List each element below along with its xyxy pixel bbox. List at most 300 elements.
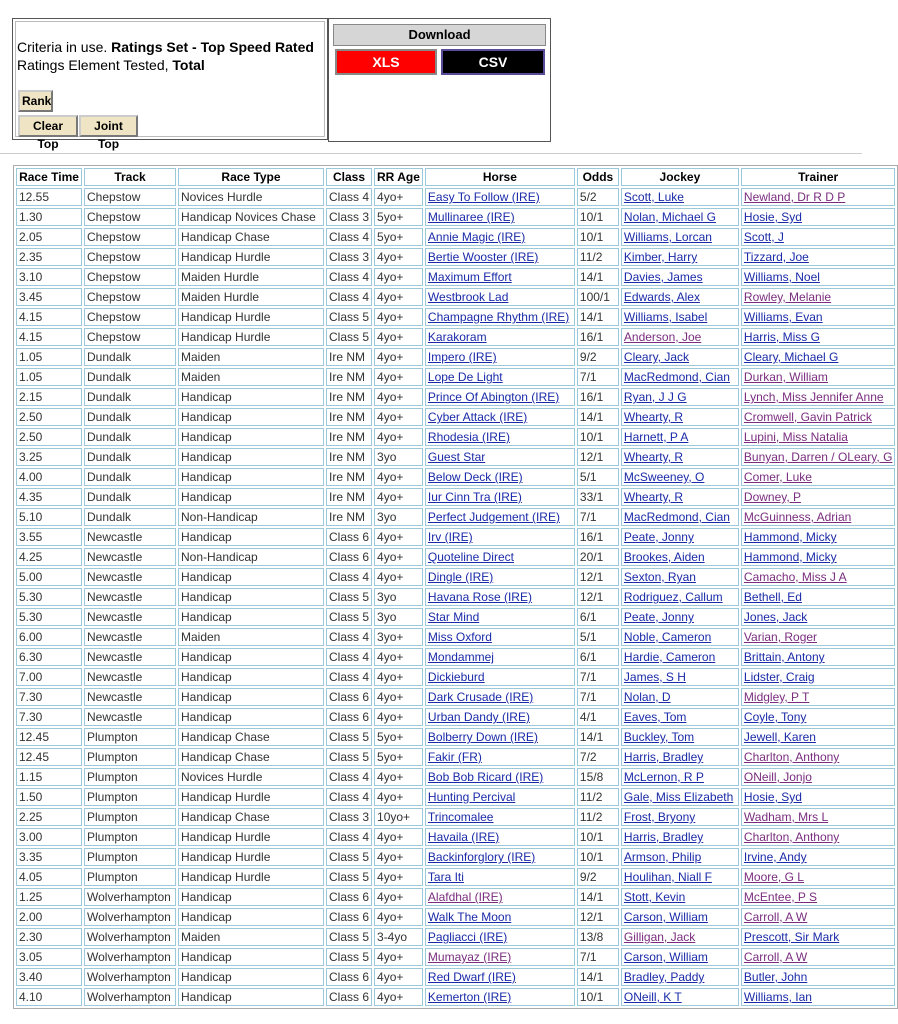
cell-rr-age: 4yo+	[374, 828, 423, 846]
jockey-link[interactable]: Buckley, Tom	[623, 730, 695, 744]
table-row	[16, 588, 895, 606]
cell-track: Newcastle	[84, 628, 176, 646]
cell-trainer	[741, 628, 896, 646]
jockey-link[interactable]: Peate, Jonny	[623, 530, 694, 544]
cell-horse	[425, 748, 575, 766]
jockey-link[interactable]: Gale, Miss Elizabeth	[623, 790, 734, 804]
cell-rr-age: 4yo+	[374, 868, 423, 886]
horse-link[interactable]: Tara Iti	[427, 870, 464, 884]
cell-race-type: Maiden	[178, 628, 324, 646]
jockey-link[interactable]: Harris, Bradley	[623, 830, 704, 844]
horse-link[interactable]: Perfect Judgement (IRE)	[427, 510, 560, 524]
jockey-link[interactable]: Stott, Kevin	[623, 890, 686, 904]
cell-track: Wolverhampton	[84, 908, 176, 926]
cell-race-time: 6.30	[16, 648, 82, 666]
cell-jockey	[621, 208, 739, 226]
table-row	[16, 808, 895, 826]
jockey-link[interactable]: Brookes, Aiden	[623, 550, 705, 564]
trainer-link[interactable]: Bunyan, Darren / OLeary, G	[743, 450, 893, 464]
jockey-link[interactable]: Carson, William	[623, 950, 708, 964]
jockey-link[interactable]: Davies, James	[623, 270, 703, 284]
cell-odds: 12/1	[577, 448, 619, 466]
cell-trainer	[741, 388, 896, 406]
table-row	[16, 948, 895, 966]
cell-trainer	[741, 208, 896, 226]
cell-jockey	[621, 988, 739, 1006]
cell-race-time: 4.35	[16, 488, 82, 506]
jockey-link[interactable]: Eaves, Tom	[623, 710, 687, 724]
jockey-link[interactable]: Whearty, R	[623, 490, 684, 504]
cell-odds: 5/2	[577, 188, 619, 206]
jockey-link[interactable]: Edwards, Alex	[623, 290, 700, 304]
trainer-link[interactable]: Scott, J	[743, 230, 784, 244]
cell-jockey	[621, 848, 739, 866]
horse-link[interactable]: Miss Oxford	[427, 630, 492, 644]
horse-link[interactable]: Walk The Moon	[427, 910, 512, 924]
cell-race-type: Handicap Chase	[178, 808, 324, 826]
jockey-link[interactable]: Carson, William	[623, 910, 708, 924]
cell-track: Wolverhampton	[84, 948, 176, 966]
trainer-link[interactable]: Brittain, Antony	[743, 650, 825, 664]
cell-race-type: Handicap Hurdle	[178, 248, 324, 266]
jockey-link[interactable]: Williams, Lorcan	[623, 230, 712, 244]
cell-rr-age: 4yo+	[374, 668, 423, 686]
jockey-link[interactable]: Nolan, Michael G	[623, 210, 716, 224]
trainer-link[interactable]: Williams, Noel	[743, 270, 820, 284]
cell-horse	[425, 348, 575, 366]
horse-link[interactable]: Backinforglory (IRE)	[427, 850, 536, 864]
jockey-link[interactable]: Sexton, Ryan	[623, 570, 696, 584]
table-row	[16, 608, 895, 626]
horse-link[interactable]: Trincomalee	[427, 810, 494, 824]
cell-race-time: 1.15	[16, 768, 82, 786]
trainer-link[interactable]: Lidster, Craig	[743, 670, 815, 684]
horse-link[interactable]: Mullinaree (IRE)	[427, 210, 515, 224]
trainer-link[interactable]: Newland, Dr R D P	[743, 190, 846, 204]
horse-link[interactable]: Star Mind	[427, 610, 480, 624]
horse-link[interactable]: Dickieburd	[427, 670, 485, 684]
jockey-link[interactable]: Houlihan, Niall F	[623, 870, 712, 884]
cell-rr-age: 4yo+	[374, 428, 423, 446]
trainer-link[interactable]: Varian, Roger	[743, 630, 818, 644]
cell-horse	[425, 728, 575, 746]
cell-class: Class 5	[326, 588, 372, 606]
cell-race-time: 5.10	[16, 508, 82, 526]
cell-odds: 15/8	[577, 768, 619, 786]
horse-link[interactable]: Mondammej	[427, 650, 494, 664]
cell-jockey	[621, 308, 739, 326]
trainer-link[interactable]: Tizzard, Joe	[743, 250, 809, 264]
cell-race-time: 3.55	[16, 528, 82, 546]
cell-horse	[425, 948, 575, 966]
jockey-link[interactable]: Gilligan, Jack	[623, 930, 696, 944]
horse-link[interactable]: Urban Dandy (IRE)	[427, 710, 530, 724]
cell-trainer	[741, 588, 896, 606]
rank-button[interactable]: Rank	[18, 90, 53, 112]
joint-top-button[interactable]: Joint Top	[79, 115, 138, 137]
trainer-link[interactable]: McEntee, P S	[743, 890, 818, 904]
cell-trainer	[741, 728, 896, 746]
cell-trainer	[741, 328, 896, 346]
cell-class: Class 5	[326, 948, 372, 966]
jockey-link[interactable]: Armson, Philip	[623, 850, 702, 864]
cell-race-type: Handicap	[178, 668, 324, 686]
cell-class: Class 3	[326, 208, 372, 226]
clear-top-button[interactable]: Clear Top	[18, 115, 78, 137]
cell-track: Dundalk	[84, 368, 176, 386]
cell-race-type: Maiden Hurdle	[178, 268, 324, 286]
cell-odds: 5/1	[577, 628, 619, 646]
header-track: Track	[84, 168, 176, 186]
horse-link[interactable]: Westbrook Lad	[427, 290, 509, 304]
trainer-link[interactable]: Cleary, Michael G	[743, 350, 839, 364]
trainer-link[interactable]: McGuinness, Adrian	[743, 510, 852, 524]
cell-rr-age: 4yo+	[374, 268, 423, 286]
cell-track: Plumpton	[84, 768, 176, 786]
trainer-link[interactable]: Bethell, Ed	[743, 590, 802, 604]
cell-class: Class 6	[326, 968, 372, 986]
cell-track: Dundalk	[84, 408, 176, 426]
jockey-link[interactable]: Kimber, Harry	[623, 250, 698, 264]
cell-jockey	[621, 348, 739, 366]
cell-horse	[425, 548, 575, 566]
cell-rr-age: 3yo	[374, 448, 423, 466]
horse-link[interactable]: Bolberry Down (IRE)	[427, 730, 538, 744]
cell-trainer	[741, 868, 896, 886]
cell-track: Chepstow	[84, 288, 176, 306]
cell-track: Dundalk	[84, 428, 176, 446]
cell-horse	[425, 268, 575, 286]
jockey-link[interactable]: Bradley, Paddy	[623, 970, 705, 984]
trainer-link[interactable]: Carroll, A W	[743, 950, 808, 964]
jockey-link[interactable]: Williams, Isabel	[623, 310, 708, 324]
download-csv-button[interactable]: CSV	[441, 49, 545, 75]
cell-odds: 16/1	[577, 528, 619, 546]
table-row	[16, 508, 895, 526]
cell-track: Newcastle	[84, 528, 176, 546]
cell-race-type: Novices Hurdle	[178, 768, 324, 786]
trainer-link[interactable]: Carroll, A W	[743, 910, 808, 924]
table-row	[16, 368, 895, 386]
cell-horse	[425, 848, 575, 866]
jockey-link[interactable]: Peate, Jonny	[623, 610, 694, 624]
cell-odds: 16/1	[577, 328, 619, 346]
trainer-link[interactable]: Comer, Luke	[743, 470, 812, 484]
horse-link[interactable]: Easy To Follow (IRE)	[427, 190, 540, 204]
cell-class: Ire NM	[326, 508, 372, 526]
table-row	[16, 248, 895, 266]
cell-horse	[425, 968, 575, 986]
cell-trainer	[741, 448, 896, 466]
trainer-link[interactable]: Camacho, Miss J A	[743, 570, 847, 584]
horse-link[interactable]: Karakoram	[427, 330, 487, 344]
cell-jockey	[621, 828, 739, 846]
cell-race-type: Maiden	[178, 928, 324, 946]
download-xls-button[interactable]: XLS	[335, 49, 437, 75]
header-race-type: Race Type	[178, 168, 324, 186]
trainer-link[interactable]: Jewell, Karen	[743, 730, 816, 744]
horse-link[interactable]: Havaila (IRE)	[427, 830, 500, 844]
cell-jockey	[621, 868, 739, 886]
cell-class: Class 5	[326, 868, 372, 886]
trainer-link[interactable]: Coyle, Tony	[743, 710, 807, 724]
cell-rr-age: 4yo+	[374, 388, 423, 406]
trainer-link[interactable]: ONeill, Jonjo	[743, 770, 812, 784]
jockey-link[interactable]: Harnett, P A	[623, 430, 689, 444]
trainer-link[interactable]: Charlton, Anthony	[743, 750, 840, 764]
table-row	[16, 668, 895, 686]
cell-rr-age: 4yo+	[374, 308, 423, 326]
horse-link[interactable]: Mumayaz (IRE)	[427, 950, 512, 964]
cell-jockey	[621, 808, 739, 826]
cell-race-type: Handicap	[178, 468, 324, 486]
cell-trainer	[741, 668, 896, 686]
section-divider	[0, 153, 862, 154]
horse-link[interactable]: Red Dwarf (IRE)	[427, 970, 516, 984]
cell-race-time: 2.00	[16, 908, 82, 926]
table-header-row	[16, 168, 895, 186]
cell-odds: 7/1	[577, 668, 619, 686]
cell-race-time: 5.00	[16, 568, 82, 586]
horse-link[interactable]: Havana Rose (IRE)	[427, 590, 532, 604]
cell-class: Class 4	[326, 788, 372, 806]
cell-class: Ire NM	[326, 348, 372, 366]
horse-link[interactable]: Alafdhal (IRE)	[427, 890, 503, 904]
horse-link[interactable]: Kemerton (IRE)	[427, 990, 512, 1004]
horse-link[interactable]: Below Deck (IRE)	[427, 470, 523, 484]
horse-link[interactable]: Champagne Rhythm (IRE)	[427, 310, 570, 324]
cell-jockey	[621, 968, 739, 986]
table-row	[16, 208, 895, 226]
cell-trainer	[741, 928, 896, 946]
cell-horse	[425, 388, 575, 406]
trainer-link[interactable]: Lynch, Miss Jennifer Anne	[743, 390, 884, 404]
table-row	[16, 728, 895, 746]
cell-jockey	[621, 708, 739, 726]
table-row	[16, 788, 895, 806]
jockey-link[interactable]: Whearty, R	[623, 410, 684, 424]
cell-jockey	[621, 468, 739, 486]
cell-trainer	[741, 348, 896, 366]
cell-race-time: 7.30	[16, 688, 82, 706]
horse-link[interactable]: Prince Of Abington (IRE)	[427, 390, 560, 404]
jockey-link[interactable]: Whearty, R	[623, 450, 684, 464]
jockey-link[interactable]: ONeill, K T	[623, 990, 682, 1004]
cell-odds: 16/1	[577, 388, 619, 406]
jockey-link[interactable]: McSweeney, O	[623, 470, 705, 484]
cell-track: Chepstow	[84, 228, 176, 246]
horse-link[interactable]: Irv (IRE)	[427, 530, 473, 544]
cell-horse	[425, 628, 575, 646]
cell-track: Newcastle	[84, 648, 176, 666]
cell-track: Newcastle	[84, 668, 176, 686]
cell-horse	[425, 488, 575, 506]
cell-horse	[425, 368, 575, 386]
cell-race-time: 1.05	[16, 348, 82, 366]
cell-horse	[425, 428, 575, 446]
cell-race-type: Handicap	[178, 448, 324, 466]
trainer-link[interactable]: Hosie, Syd	[743, 210, 802, 224]
jockey-link[interactable]: Noble, Cameron	[623, 630, 712, 644]
cell-race-type: Handicap	[178, 568, 324, 586]
cell-odds: 14/1	[577, 308, 619, 326]
cell-trainer	[741, 488, 896, 506]
table-row	[16, 268, 895, 286]
cell-trainer	[741, 908, 896, 926]
cell-horse	[425, 448, 575, 466]
cell-horse	[425, 648, 575, 666]
horse-link[interactable]: Annie Magic (IRE)	[427, 230, 526, 244]
trainer-link[interactable]: Durkan, William	[743, 370, 828, 384]
horse-link[interactable]: Cyber Attack (IRE)	[427, 410, 528, 424]
cell-trainer	[741, 228, 896, 246]
horse-link[interactable]: Quoteline Direct	[427, 550, 514, 564]
cell-rr-age: 4yo+	[374, 528, 423, 546]
cell-horse	[425, 908, 575, 926]
cell-rr-age: 3yo	[374, 608, 423, 626]
cell-jockey	[621, 528, 739, 546]
cell-rr-age: 4yo+	[374, 948, 423, 966]
horse-link[interactable]: Lope De Light	[427, 370, 503, 384]
jockey-link[interactable]: Anderson, Joe	[623, 330, 702, 344]
horse-link[interactable]: Guest Star	[427, 450, 486, 464]
cell-horse	[425, 528, 575, 546]
jockey-link[interactable]: Scott, Luke	[623, 190, 684, 204]
cell-jockey	[621, 248, 739, 266]
jockey-link[interactable]: Cleary, Jack	[623, 350, 690, 364]
cell-rr-age: 4yo+	[374, 288, 423, 306]
ratings-element-value: Total	[172, 57, 205, 73]
cell-odds: 14/1	[577, 968, 619, 986]
horse-link[interactable]: Iur Cinn Tra (IRE)	[427, 490, 522, 504]
cell-rr-age: 10yo+	[374, 808, 423, 826]
cell-trainer	[741, 248, 896, 266]
cell-horse	[425, 508, 575, 526]
cell-horse	[425, 308, 575, 326]
table-row	[16, 888, 895, 906]
cell-trainer	[741, 708, 896, 726]
cell-rr-age: 4yo+	[374, 988, 423, 1006]
cell-race-time: 3.25	[16, 448, 82, 466]
trainer-link[interactable]: Jones, Jack	[743, 610, 808, 624]
horse-link[interactable]: Impero (IRE)	[427, 350, 497, 364]
trainer-link[interactable]: Williams, Ian	[743, 990, 812, 1004]
jockey-link[interactable]: MacRedmond, Cian	[623, 510, 730, 524]
horse-link[interactable]: Dingle (IRE)	[427, 570, 494, 584]
cell-race-type: Handicap Chase	[178, 748, 324, 766]
trainer-link[interactable]: Irvine, Andy	[743, 850, 807, 864]
trainer-link[interactable]: Downey, P	[743, 490, 802, 504]
cell-track: Plumpton	[84, 788, 176, 806]
jockey-link[interactable]: McLernon, R P	[623, 770, 704, 784]
trainer-link[interactable]: Butler, John	[743, 970, 808, 984]
jockey-link[interactable]: Nolan, D	[623, 690, 671, 704]
horse-link[interactable]: Dark Crusade (IRE)	[427, 690, 534, 704]
trainer-link[interactable]: Midgley, P T	[743, 690, 810, 704]
cell-track: Chepstow	[84, 248, 176, 266]
cell-odds: 7/2	[577, 748, 619, 766]
cell-horse	[425, 768, 575, 786]
horse-link[interactable]: Rhodesia (IRE)	[427, 430, 510, 444]
cell-rr-age: 4yo+	[374, 548, 423, 566]
cell-class: Class 6	[326, 908, 372, 926]
jockey-link[interactable]: Frost, Bryony	[623, 810, 696, 824]
cell-race-type: Maiden	[178, 348, 324, 366]
trainer-link[interactable]: Moore, G L	[743, 870, 804, 884]
cell-race-time: 1.50	[16, 788, 82, 806]
table-row	[16, 648, 895, 666]
header-race-time: Race Time	[16, 168, 82, 186]
trainer-link[interactable]: Prescott, Sir Mark	[743, 930, 840, 944]
table-row	[16, 968, 895, 986]
trainer-link[interactable]: Hammond, Micky	[743, 530, 837, 544]
cell-horse	[425, 828, 575, 846]
cell-track: Newcastle	[84, 588, 176, 606]
header-horse: Horse	[425, 168, 575, 186]
cell-odds: 10/1	[577, 848, 619, 866]
cell-race-time: 2.05	[16, 228, 82, 246]
table-row	[16, 548, 895, 566]
horse-link[interactable]: Fakir (FR)	[427, 750, 482, 764]
cell-class: Class 5	[326, 728, 372, 746]
table-row	[16, 228, 895, 246]
table-row	[16, 348, 895, 366]
jockey-link[interactable]: Rodriguez, Callum	[623, 590, 723, 604]
trainer-link[interactable]: Hosie, Syd	[743, 790, 802, 804]
cell-class: Class 4	[326, 228, 372, 246]
cell-race-time: 4.00	[16, 468, 82, 486]
cell-horse	[425, 208, 575, 226]
cell-class: Ire NM	[326, 388, 372, 406]
table-row	[16, 688, 895, 706]
table-row	[16, 288, 895, 306]
horse-link[interactable]: Maximum Effort	[427, 270, 512, 284]
cell-trainer	[741, 968, 896, 986]
cell-trainer	[741, 848, 896, 866]
jockey-link[interactable]: MacRedmond, Cian	[623, 370, 730, 384]
jockey-link[interactable]: James, S H	[623, 670, 686, 684]
cell-odds: 7/1	[577, 368, 619, 386]
jockey-link[interactable]: Harris, Bradley	[623, 750, 704, 764]
cell-class: Ire NM	[326, 428, 372, 446]
cell-class: Ire NM	[326, 408, 372, 426]
horse-link[interactable]: Hunting Percival	[427, 790, 516, 804]
cell-horse	[425, 988, 575, 1006]
jockey-link[interactable]: Hardie, Cameron	[623, 650, 716, 664]
cell-odds: 11/2	[577, 788, 619, 806]
jockey-link[interactable]: Ryan, J J G	[623, 390, 687, 404]
horse-link[interactable]: Bob Bob Ricard (IRE)	[427, 770, 544, 784]
trainer-link[interactable]: Harris, Miss G	[743, 330, 820, 344]
trainer-link[interactable]: Wadham, Mrs L	[743, 810, 829, 824]
cell-horse	[425, 928, 575, 946]
trainer-link[interactable]: Williams, Evan	[743, 310, 823, 324]
cell-horse	[425, 588, 575, 606]
trainer-link[interactable]: Charlton, Anthony	[743, 830, 840, 844]
horse-link[interactable]: Bertie Wooster (IRE)	[427, 250, 539, 264]
cell-class: Class 5	[326, 608, 372, 626]
header-odds: Odds	[577, 168, 619, 186]
horse-link[interactable]: Pagliacci (IRE)	[427, 930, 508, 944]
cell-trainer	[741, 648, 896, 666]
cell-race-time: 2.25	[16, 808, 82, 826]
trainer-link[interactable]: Cromwell, Gavin Patrick	[743, 410, 872, 424]
table-row	[16, 988, 895, 1006]
trainer-link[interactable]: Lupini, Miss Natalia	[743, 430, 848, 444]
trainer-link[interactable]: Rowley, Melanie	[743, 290, 832, 304]
cell-rr-age: 5yo+	[374, 228, 423, 246]
trainer-link[interactable]: Hammond, Micky	[743, 550, 837, 564]
